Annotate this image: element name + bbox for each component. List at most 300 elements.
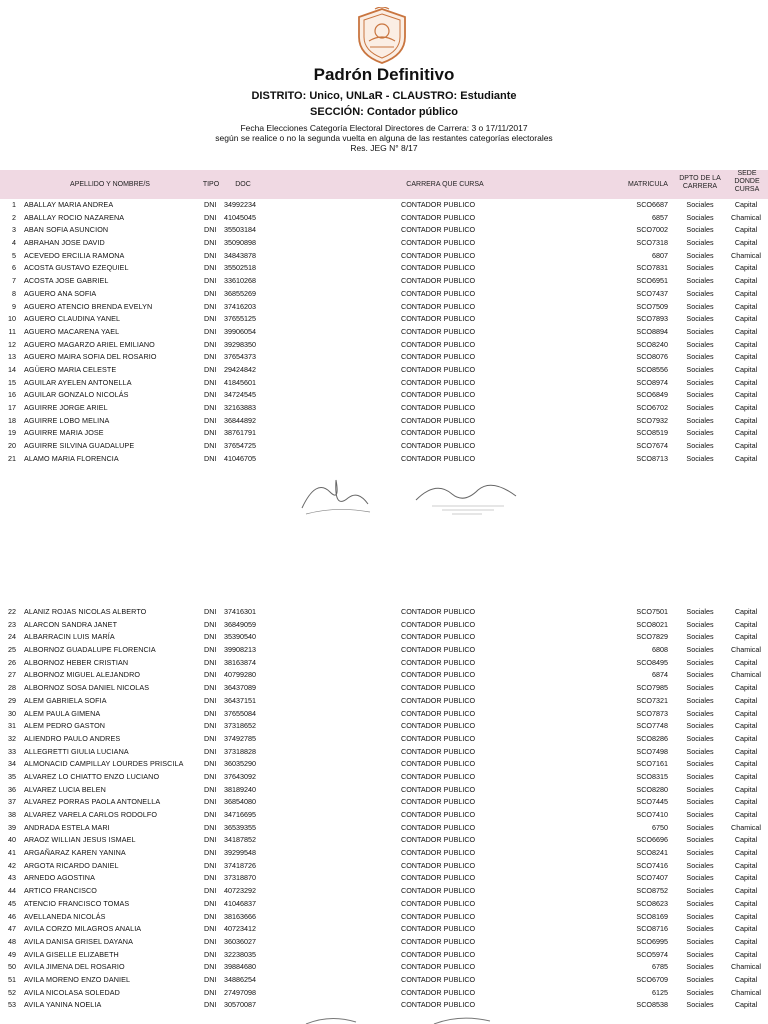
col-tipo-header: TIPO [202, 181, 220, 188]
department: Sociales [686, 721, 714, 731]
doc-type: DNI [204, 1000, 217, 1010]
doc-type: DNI [204, 632, 217, 642]
department: Sociales [686, 670, 714, 680]
doc-number: 29424842 [224, 364, 256, 374]
doc-type: DNI [204, 784, 217, 794]
table-row [0, 949, 768, 962]
career: CONTADOR PUBLICO [401, 250, 476, 260]
doc-type: DNI [204, 873, 217, 883]
student-name: AVILA MORENO ENZO DANIEL [24, 974, 131, 984]
row-number: 48 [8, 936, 16, 946]
row-number: 45 [8, 898, 16, 908]
table-row [0, 415, 768, 428]
student-name: AVILA NICOLASA SOLEDAD [24, 987, 120, 997]
matricula: SCO6995 [636, 936, 668, 946]
department: Sociales [686, 441, 714, 451]
doc-type: DNI [204, 301, 217, 311]
career: CONTADOR PUBLICO [401, 936, 476, 946]
doc-number: 39906054 [224, 326, 256, 336]
department: Sociales [686, 771, 714, 781]
student-name: ACOSTA GUSTAVO EZEQUIEL [24, 263, 129, 273]
career: CONTADOR PUBLICO [401, 377, 476, 387]
campus: Capital [734, 403, 758, 412]
campus: Capital [734, 390, 758, 400]
career: CONTADOR PUBLICO [401, 238, 476, 248]
career: CONTADOR PUBLICO [401, 364, 476, 374]
department: Sociales [686, 924, 714, 934]
doc-number: 34992234 [224, 200, 256, 209]
table-row [0, 657, 768, 670]
doc-number: 34886254 [224, 974, 256, 984]
matricula: SCO7831 [636, 263, 668, 273]
roster-table-page-2 [0, 606, 768, 1012]
doc-number: 40723412 [224, 924, 256, 934]
matricula: 6808 [652, 645, 668, 655]
doc-number: 36036027 [224, 936, 256, 946]
doc-type: DNI [204, 377, 217, 387]
campus: Chamical [731, 250, 761, 260]
student-name: ALBORNOZ SOSA DANIEL NICOLAS [24, 683, 150, 693]
matricula: SCO8623 [636, 898, 668, 908]
student-name: AGÜERO MARIA CELESTE [24, 364, 117, 374]
row-number: 22 [8, 607, 16, 616]
matricula: SCO7321 [636, 695, 668, 705]
doc-type: DNI [204, 708, 217, 718]
doc-type: DNI [204, 428, 217, 438]
doc-number: 35503184 [224, 225, 256, 235]
table-row [0, 326, 768, 339]
matricula: SCO7407 [636, 873, 668, 883]
doc-type: DNI [204, 771, 217, 781]
career: CONTADOR PUBLICO [401, 810, 476, 819]
career: CONTADOR PUBLICO [401, 759, 476, 769]
campus: Capital [734, 428, 758, 438]
campus: Capital [734, 314, 758, 324]
row-number: 29 [8, 695, 16, 705]
page-title: Padrón Definitivo [313, 65, 455, 84]
matricula: 6785 [652, 962, 668, 972]
department: Sociales [686, 415, 714, 425]
table-row [0, 313, 768, 326]
row-number: 3 [12, 225, 16, 235]
row-number: 1 [12, 200, 16, 209]
matricula: SCO8713 [636, 453, 668, 463]
department: Sociales [686, 886, 714, 896]
student-name: ACOSTA JOSE GABRIEL [24, 276, 109, 286]
doc-type: DNI [204, 911, 217, 921]
table-row [0, 682, 768, 695]
table-row [0, 974, 768, 987]
student-name: AGUERO MAIRA SOFIA DEL ROSARIO [24, 352, 157, 362]
table-row [0, 784, 768, 797]
department: Sociales [686, 403, 714, 412]
table-row [0, 212, 768, 225]
doc-type: DNI [204, 339, 217, 349]
doc-number: 36539355 [224, 822, 256, 832]
table-row [0, 364, 768, 377]
campus: Capital [734, 721, 758, 731]
career: CONTADOR PUBLICO [401, 924, 476, 934]
department: Sociales [686, 733, 714, 743]
matricula: 6857 [652, 212, 668, 222]
campus: Capital [734, 936, 758, 946]
matricula: SCO8280 [636, 784, 668, 794]
row-number: 6 [12, 263, 16, 273]
campus: Capital [734, 771, 758, 781]
doc-type: DNI [204, 250, 217, 260]
row-number: 41 [8, 848, 16, 858]
campus: Capital [734, 619, 758, 629]
student-name: ALLEGRETTI GIULIA LUCIANA [24, 746, 129, 756]
student-name: ALEM PAULA GIMENA [24, 708, 101, 718]
doc-number: 35090898 [224, 238, 256, 248]
university-seal-icon [355, 7, 409, 65]
career: CONTADOR PUBLICO [401, 835, 476, 845]
doc-type: DNI [204, 898, 217, 908]
student-name: ALIENDRO PAULO ANDRES [24, 733, 121, 743]
doc-number: 38163666 [224, 911, 256, 921]
career: CONTADOR PUBLICO [401, 632, 476, 642]
student-name: ABAN SOFIA ASUNCION [24, 225, 109, 235]
table-row [0, 809, 768, 822]
student-name: AVILA DANISA GRISEL DAYANA [24, 936, 133, 946]
student-name: AVELLANEDA NICOLÁS [24, 911, 106, 921]
row-number: 28 [8, 683, 16, 693]
department: Sociales [686, 911, 714, 921]
campus: Capital [734, 339, 758, 349]
doc-type: DNI [204, 657, 217, 667]
career: CONTADOR PUBLICO [401, 860, 476, 870]
campus: Capital [734, 924, 758, 934]
doc-number: 34843878 [224, 250, 256, 260]
row-number: 17 [8, 403, 16, 412]
doc-number: 33610268 [224, 276, 256, 286]
table-row [0, 669, 768, 682]
matricula: SCO8169 [636, 911, 668, 921]
career: CONTADOR PUBLICO [401, 352, 476, 362]
campus: Capital [734, 974, 758, 984]
campus: Chamical [731, 212, 761, 222]
matricula: SCO7410 [636, 810, 668, 819]
department: Sociales [686, 607, 714, 616]
table-row [0, 898, 768, 911]
row-number: 7 [12, 276, 16, 286]
department: Sociales [686, 288, 714, 298]
doc-type: DNI [204, 670, 217, 680]
student-name: AGUIRRE LOBO MELINA [24, 415, 110, 425]
campus: Capital [734, 364, 758, 374]
department: Sociales [686, 326, 714, 336]
row-number: 11 [8, 326, 16, 336]
doc-number: 37416301 [224, 607, 256, 616]
doc-type: DNI [204, 974, 217, 984]
career: CONTADOR PUBLICO [401, 987, 476, 997]
matricula: SCO8076 [636, 352, 668, 362]
campus: Capital [734, 835, 758, 845]
matricula: SCO7893 [636, 314, 668, 324]
doc-type: DNI [204, 822, 217, 832]
student-name: ALBORNOZ MIGUEL ALEJANDRO [24, 670, 141, 680]
department: Sociales [686, 974, 714, 984]
career: CONTADOR PUBLICO [401, 670, 476, 680]
student-name: AGUIRRE MARIA JOSE [24, 428, 104, 438]
department: Sociales [686, 683, 714, 693]
campus: Capital [734, 949, 758, 959]
row-number: 49 [8, 949, 16, 959]
campus: Capital [734, 326, 758, 336]
department: Sociales [686, 619, 714, 629]
department: Sociales [686, 453, 714, 463]
campus: Capital [734, 848, 758, 858]
career: CONTADOR PUBLICO [401, 886, 476, 896]
row-number: 25 [8, 645, 16, 655]
row-number: 21 [8, 453, 16, 463]
doc-number: 39884680 [224, 962, 256, 972]
student-name: AVILA YANINA NOELIA [24, 1000, 102, 1010]
signature-left-icon [296, 470, 376, 522]
career: CONTADOR PUBLICO [401, 619, 476, 629]
career: CONTADOR PUBLICO [401, 415, 476, 425]
doc-type: DNI [204, 314, 217, 324]
student-name: AGUERO MAGARZO ARIEL EMILIANO [24, 339, 155, 349]
campus: Capital [734, 911, 758, 921]
matricula: SCO7985 [636, 683, 668, 693]
student-name: ALBORNOZ HEBER CRISTIAN [24, 657, 129, 667]
career: CONTADOR PUBLICO [401, 1000, 476, 1010]
matricula: SCO8315 [636, 771, 668, 781]
doc-number: 37318828 [224, 746, 256, 756]
table-row [0, 720, 768, 733]
student-name: ABALLAY ROCIO NAZARENA [24, 212, 125, 222]
doc-number: 37655125 [224, 314, 256, 324]
table-row [0, 695, 768, 708]
career: CONTADOR PUBLICO [401, 453, 476, 463]
table-row [0, 351, 768, 364]
doc-type: DNI [204, 364, 217, 374]
student-name: ATENCIO FRANCISCO TOMAS [24, 898, 130, 908]
table-row [0, 872, 768, 885]
matricula: SCO7932 [636, 415, 668, 425]
doc-number: 37654373 [224, 352, 256, 362]
table-row [0, 923, 768, 936]
table-row [0, 389, 768, 402]
matricula: SCO8495 [636, 657, 668, 667]
row-number: 43 [8, 873, 16, 883]
student-name: ALMONACID CAMPILLAY LOURDES PRISCILA [24, 759, 184, 769]
doc-number: 36035290 [224, 759, 256, 769]
matricula: SCO8021 [636, 619, 668, 629]
department: Sociales [686, 784, 714, 794]
matricula: SCO8556 [636, 364, 668, 374]
department: Sociales [686, 339, 714, 349]
matricula: SCO6709 [636, 974, 668, 984]
campus: Capital [734, 415, 758, 425]
table-row [0, 606, 768, 619]
student-name: ABRAHAN JOSE DAVID [24, 238, 105, 248]
table-row [0, 440, 768, 453]
doc-type: DNI [204, 403, 217, 412]
doc-number: 40799280 [224, 670, 256, 680]
department: Sociales [686, 276, 714, 286]
table-row [0, 275, 768, 288]
department: Sociales [686, 225, 714, 235]
matricula: SCO8716 [636, 924, 668, 934]
campus: Chamical [731, 822, 761, 832]
row-number: 33 [8, 746, 16, 756]
career: CONTADOR PUBLICO [401, 848, 476, 858]
table-row [0, 339, 768, 352]
signature-bottom-right-icon [430, 1014, 510, 1024]
department: Sociales [686, 936, 714, 946]
seccion-line: SECCIÓN: Contador público [310, 106, 458, 118]
row-number: 10 [8, 314, 16, 324]
row-number: 19 [8, 428, 16, 438]
career: CONTADOR PUBLICO [401, 441, 476, 451]
student-name: AVILA JIMENA DEL ROSARIO [24, 962, 125, 972]
doc-number: 39908213 [224, 645, 256, 655]
career: CONTADOR PUBLICO [401, 301, 476, 311]
doc-type: DNI [204, 263, 217, 273]
campus: Capital [734, 873, 758, 883]
department: Sociales [686, 352, 714, 362]
department: Sociales [686, 200, 714, 209]
doc-type: DNI [204, 848, 217, 858]
doc-type: DNI [204, 212, 217, 222]
department: Sociales [686, 1000, 714, 1010]
row-number: 44 [8, 886, 16, 896]
row-number: 20 [8, 441, 16, 451]
student-name: ARGOTA RICARDO DANIEL [24, 860, 119, 870]
row-number: 16 [8, 390, 16, 400]
department: Sociales [686, 212, 714, 222]
row-number: 36 [8, 784, 16, 794]
career: CONTADOR PUBLICO [401, 822, 476, 832]
table-row [0, 301, 768, 314]
campus: Capital [734, 1000, 758, 1010]
table-row [0, 771, 768, 784]
matricula: SCO8286 [636, 733, 668, 743]
row-number: 5 [12, 250, 16, 260]
matricula: SCO7318 [636, 238, 668, 248]
row-number: 52 [8, 987, 16, 997]
career: CONTADOR PUBLICO [401, 607, 476, 616]
matricula: SCO7748 [636, 721, 668, 731]
matricula: SCO8240 [636, 339, 668, 349]
row-number: 8 [12, 288, 16, 298]
doc-number: 36854080 [224, 797, 256, 807]
career: CONTADOR PUBLICO [401, 873, 476, 883]
campus: Capital [734, 352, 758, 362]
department: Sociales [686, 987, 714, 997]
department: Sociales [686, 759, 714, 769]
row-number: 40 [8, 835, 16, 845]
career: CONTADOR PUBLICO [401, 390, 476, 400]
distrito-line: DISTRITO: Unico, UNLaR - CLAUSTRO: Estudiante [251, 90, 517, 102]
doc-number: 41046837 [224, 898, 256, 908]
doc-type: DNI [204, 886, 217, 896]
table-row [0, 250, 768, 263]
table-row [0, 961, 768, 974]
matricula: SCO5974 [636, 949, 668, 959]
campus: Capital [734, 200, 758, 209]
doc-type: DNI [204, 835, 217, 845]
student-name: AGUIRRE SILVINA GUADALUPE [24, 441, 135, 451]
career: CONTADOR PUBLICO [401, 314, 476, 324]
matricula: SCO6702 [636, 403, 668, 412]
doc-type: DNI [204, 683, 217, 693]
doc-type: DNI [204, 326, 217, 336]
row-number: 38 [8, 810, 16, 819]
student-name: AVILA CORZO MILAGROS ANALIA [24, 924, 142, 934]
row-number: 30 [8, 708, 16, 718]
table-row [0, 847, 768, 860]
doc-number: 37418726 [224, 860, 256, 870]
department: Sociales [686, 238, 714, 248]
student-name: ALARCON SANDRA JANET [24, 619, 118, 629]
doc-number: 41046705 [224, 453, 256, 463]
student-name: ALVAREZ VARELA CARLOS RODOLFO [24, 810, 158, 819]
career: CONTADOR PUBLICO [401, 200, 476, 209]
row-number: 9 [12, 301, 16, 311]
matricula: SCO7445 [636, 797, 668, 807]
doc-number: 32163883 [224, 403, 256, 412]
table-row [0, 237, 768, 250]
doc-number: 34724545 [224, 390, 256, 400]
student-name: ALBARRACIN LUIS MARÍA [24, 632, 115, 642]
campus: Capital [734, 453, 758, 463]
doc-type: DNI [204, 936, 217, 946]
student-name: ARGAÑARAZ KAREN YANINA [24, 848, 126, 858]
department: Sociales [686, 250, 714, 260]
doc-type: DNI [204, 288, 217, 298]
matricula: SCO6687 [636, 200, 668, 209]
campus: Capital [734, 657, 758, 667]
doc-number: 34716695 [224, 810, 256, 819]
student-name: ABALLAY MARIA ANDREA [24, 200, 114, 209]
campus: Chamical [731, 670, 761, 680]
doc-number: 39298350 [224, 339, 256, 349]
department: Sociales [686, 364, 714, 374]
student-name: ALVAREZ PORRAS PAOLA ANTONELLA [24, 797, 161, 807]
doc-number: 38163874 [224, 657, 256, 667]
matricula: SCO7501 [636, 607, 668, 616]
doc-number: 41845601 [224, 377, 256, 387]
campus: Capital [734, 238, 758, 248]
table-row [0, 402, 768, 415]
doc-number: 37416203 [224, 301, 256, 311]
student-name: AGUERO ATENCIO BRENDA EVELYN [24, 301, 153, 311]
row-number: 4 [12, 238, 16, 248]
student-name: AGUERO ANA SOFIA [24, 288, 97, 298]
campus: Capital [734, 759, 758, 769]
row-number: 50 [8, 962, 16, 972]
matricula: SCO7509 [636, 301, 668, 311]
doc-type: DNI [204, 619, 217, 629]
matricula: 6807 [652, 250, 668, 260]
row-number: 42 [8, 860, 16, 870]
department: Sociales [686, 301, 714, 311]
career: CONTADOR PUBLICO [401, 797, 476, 807]
doc-type: DNI [204, 225, 217, 235]
table-row [0, 758, 768, 771]
campus: Capital [734, 860, 758, 870]
matricula: SCO7829 [636, 632, 668, 642]
student-name: ALAMO MARIA FLORENCIA [24, 453, 119, 463]
doc-number: 41045045 [224, 212, 256, 222]
matricula: SCO8974 [636, 377, 668, 387]
career: CONTADOR PUBLICO [401, 403, 476, 412]
doc-number: 35502518 [224, 263, 256, 273]
